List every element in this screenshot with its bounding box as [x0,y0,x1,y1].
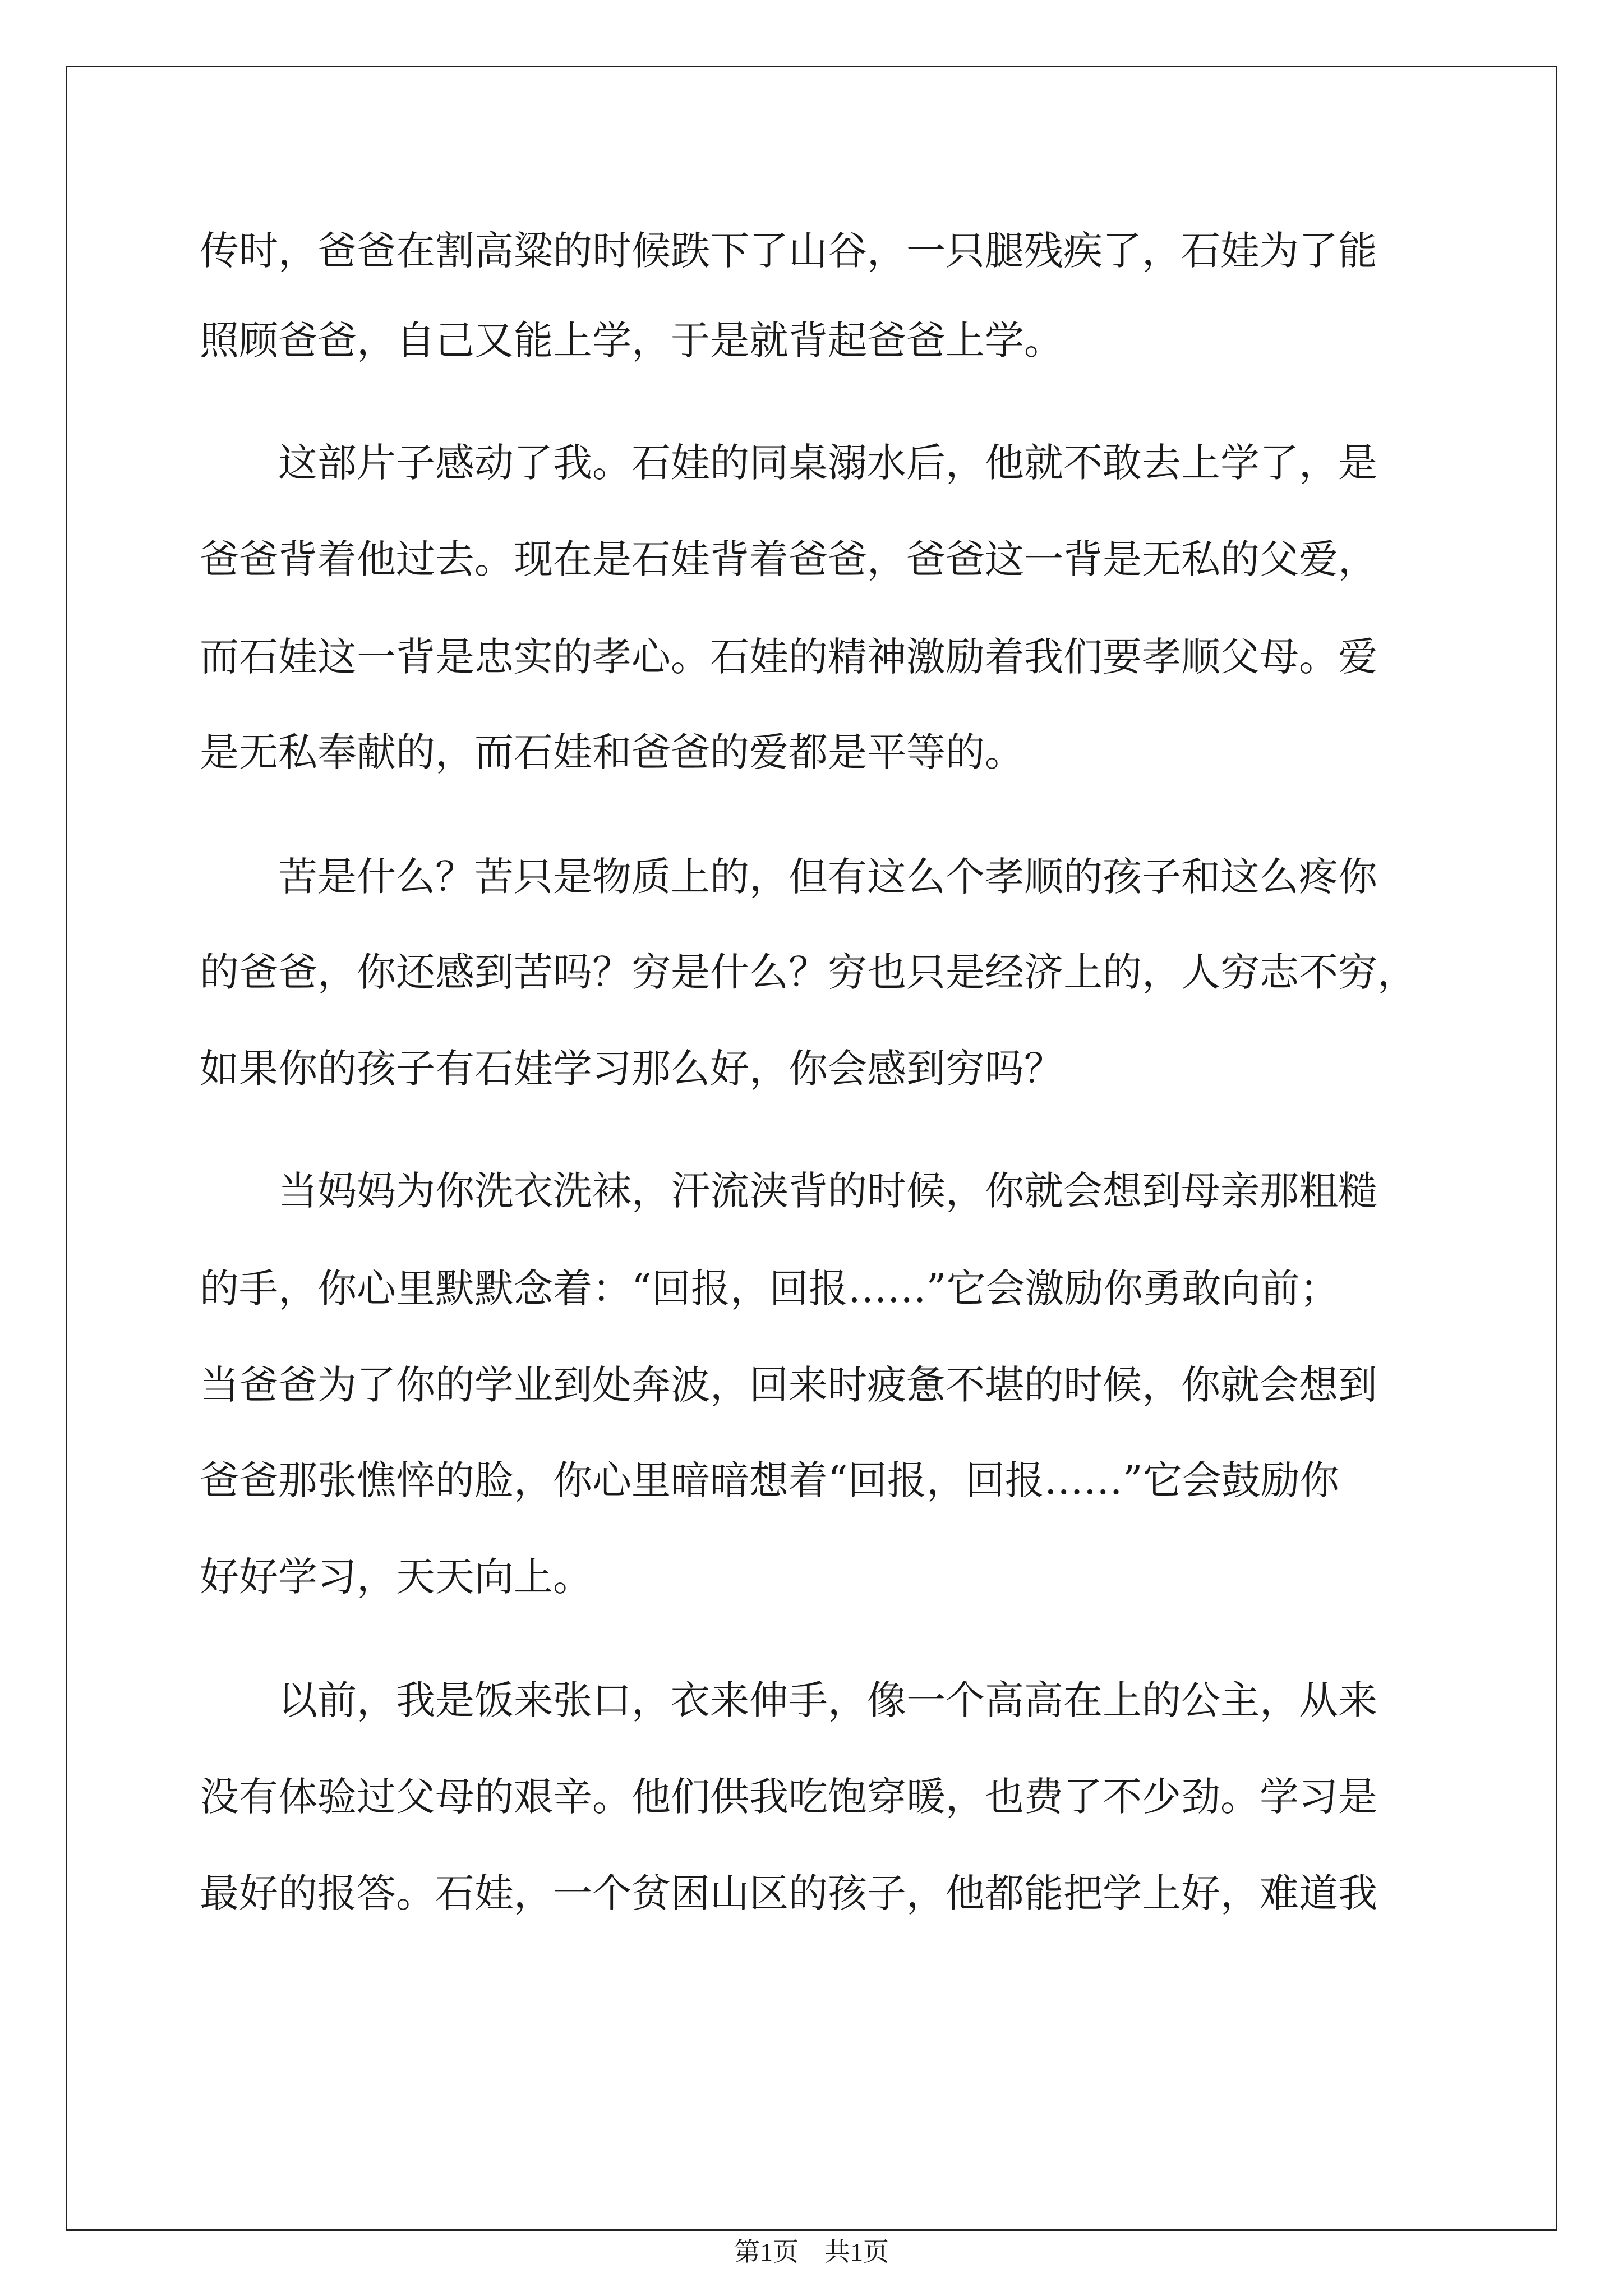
page-footer: 第1页 共1页 [734,2238,889,2266]
text-line: 如果你的孩子有石娃学习那么好，你会感到穷吗？ [200,1046,1063,1092]
text-line: 是无私奉献的，而石娃和爸爸的爱都是平等的。 [200,729,1024,775]
text-line: 爸爸背着他过去。现在是石娃背着爸爸，爸爸这一背是无私的父爱， [200,536,1377,582]
text-line: 没有体验过父母的艰辛。他们供我吃饱穿暖，也费了不少劲。学习是 [200,1774,1377,1820]
text-line: 当爸爸为了你的学业到处奔波，回来时疲惫不堪的时候，你就会想到 [200,1362,1377,1408]
text-line: 当妈妈为你洗衣洗袜，汗流浃背的时候，你就会想到母亲那粗糙 [200,1168,1377,1214]
text-line: 苦是什么？苦只是物质上的，但有这么个孝顺的孩子和这么疼你 [200,854,1377,900]
text-line: 而石娃这一背是忠实的孝心。石娃的精神激励着我们要孝顺父母。爱 [200,634,1377,680]
text-line: 这部片子感动了我。石娃的同桌溺水后，他就不敢去上学了，是 [200,440,1377,486]
text-line: 传时，爸爸在割高粱的时候跌下了山谷，一只腿残疾了，石娃为了能 [200,228,1377,274]
text-line: 的爸爸，你还感到苦吗？穷是什么？穷也只是经济上的，人穷志不穷， [200,949,1417,995]
text-line: 的手，你心里默默念着：“回报，回报……”它会激励你勇敢向前； [200,1266,1339,1312]
text-line: 以前，我是饭来张口，衣来伸手，像一个高高在上的公主，从来 [200,1677,1377,1723]
text-line: 爸爸那张憔悴的脸，你心里暗暗想着“回报，回报……”它会鼓励你 [200,1457,1339,1503]
text-line: 好好学习，天天向上。 [200,1554,592,1600]
text-line: 最好的报答。石娃，一个贫困山区的孩子，他都能把学上好，难道我 [200,1870,1377,1916]
text-line: 照顾爸爸，自己又能上学，于是就背起爸爸上学。 [200,318,1063,364]
